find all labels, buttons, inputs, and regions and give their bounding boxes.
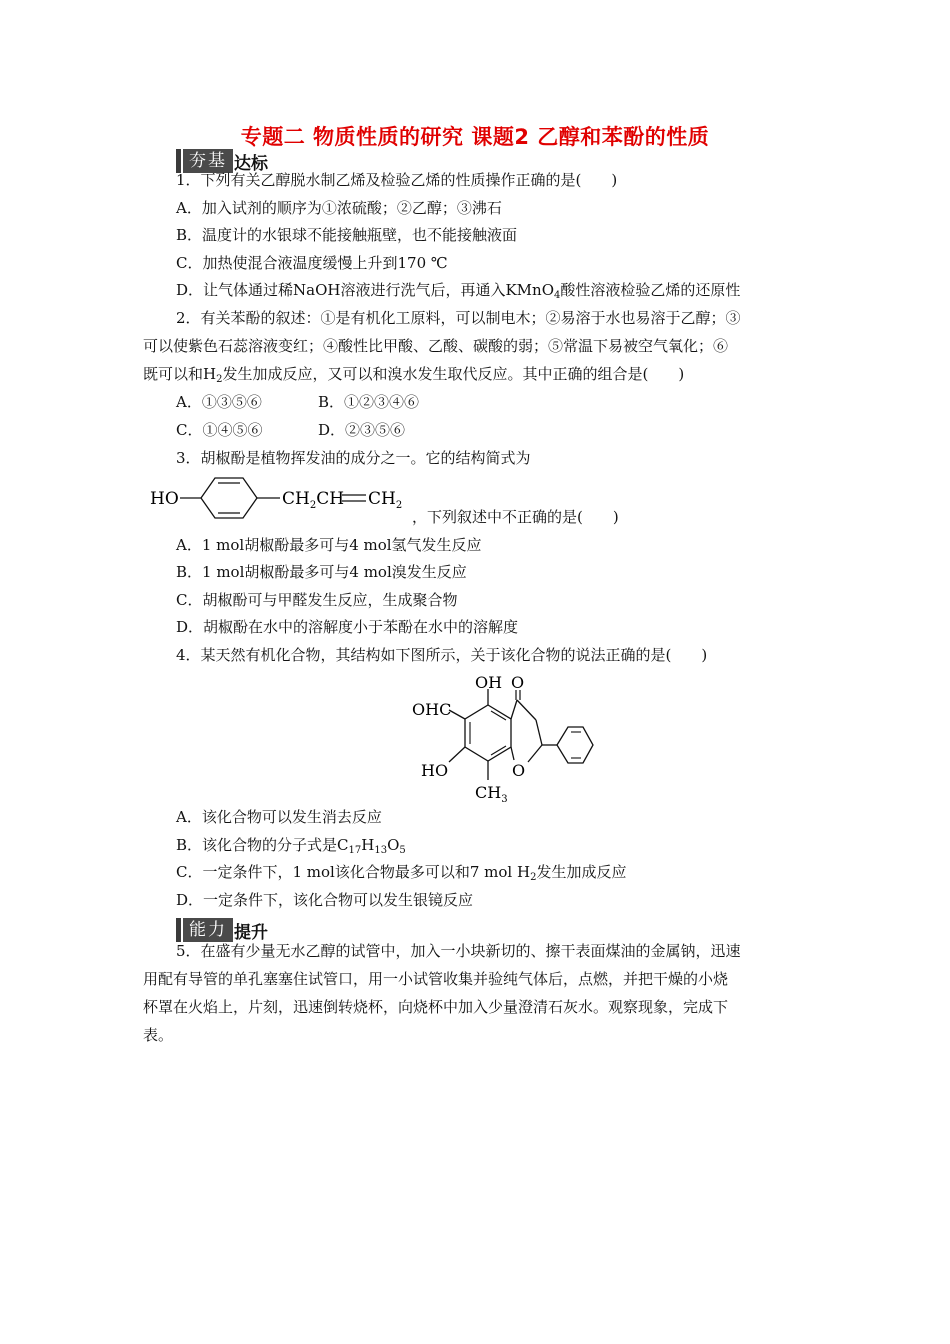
formula-ho: HO bbox=[150, 489, 179, 509]
svg-text:CH3: $CH_3$ bbox=[475, 783, 508, 805]
question-2-line-1: 2．有关苯酚的叙述：①是有机化工原料，可以制电木；②易溶于水也易溶于乙醇；③ bbox=[176, 309, 741, 327]
question-5-line-4: 表。 bbox=[143, 1026, 174, 1044]
svg-text:O: O bbox=[512, 761, 526, 780]
page-title: 专题二 物质性质的研究 课题2 乙醇和苯酚的性质 bbox=[240, 125, 710, 149]
question-3-option-b: B．1 mol胡椒酚最多可与4 mol溴发生反应 bbox=[176, 563, 467, 581]
benzene-ring bbox=[201, 478, 257, 518]
question-3-option-c: C．胡椒酚可与甲醛发生反应，生成聚合物 bbox=[176, 591, 458, 609]
svg-text:CH2: $CH_2$ bbox=[368, 489, 403, 511]
question-2-option-d: D．②③⑤⑥ bbox=[318, 421, 406, 439]
question-4-option-d: D．一定条件下，该化合物可以发生银镜反应 bbox=[176, 891, 474, 909]
section-label-rest: 达标 bbox=[234, 153, 268, 174]
question-2-option-c: C．①④⑤⑥ bbox=[176, 421, 263, 439]
question-4-option-b: B．该化合物的分子式是$C_{17}H_{13}O_5$ bbox=[176, 836, 406, 856]
flavanone-structure bbox=[405, 672, 595, 807]
svg-text:CH2CH: $CH_2CH$ bbox=[282, 489, 345, 511]
svg-text:O: O bbox=[511, 673, 525, 692]
question-3-option-a: A．1 mol胡椒酚最多可与4 mol氢气发生反应 bbox=[176, 536, 482, 554]
section-label-box: 夯基 bbox=[183, 149, 233, 173]
svg-text:HO: HO bbox=[421, 761, 449, 780]
question-5-line-2: 用配有导管的单孔塞塞住试管口，用一小试管收集并验纯气体后，点燃，并把干燥的小烧 bbox=[143, 970, 729, 988]
question-3-stem: 3．胡椒酚是植物挥发油的成分之一。它的结构简式为 bbox=[176, 449, 531, 467]
question-2-option-a: A．①③⑤⑥ bbox=[176, 393, 262, 411]
section-bar bbox=[176, 918, 181, 942]
question-1-option-b: B．温度计的水银球不能接触瓶壁，也不能接触液面 bbox=[176, 226, 518, 244]
question-1-option-d: D．让气体通过稀NaOH溶液进行洗气后，再通入KMnO$_4$酸性溶液检验乙烯的还原性 bbox=[176, 281, 741, 301]
question-2-option-b: B．①②③④⑥ bbox=[318, 393, 420, 411]
chavicol-structure bbox=[146, 472, 416, 522]
question-1-option-c: C．加热使混合液温度缓慢上升到170 ℃ bbox=[176, 254, 448, 272]
section-label-rest: 提升 bbox=[234, 922, 268, 943]
section-header-advanced bbox=[176, 917, 268, 943]
section-label-box: 能力 bbox=[183, 918, 233, 942]
question-2-line-3: 既可以和$H_2$发生加成反应，又可以和溴水发生取代反应。其中正确的组合是( ) bbox=[143, 365, 685, 385]
question-1-stem: 1．下列有关乙醇脱水制乙烯及检验乙烯的性质操作正确的是( ) bbox=[176, 171, 618, 189]
question-5-line-3: 杯罩在火焰上，片刻，迅速倒转烧杯，向烧杯中加入少量澄清石灰水。观察现象，完成下 bbox=[143, 998, 729, 1016]
question-4-option-a: A．该化合物可以发生消去反应 bbox=[176, 808, 382, 826]
question-4-option-c: C．一定条件下，1 mol该化合物最多可以和7 mol $H_2$发生加成反应 bbox=[176, 863, 627, 883]
question-4-stem: 4．某天然有机化合物，其结构如下图所示，关于该化合物的说法正确的是( ) bbox=[176, 646, 708, 664]
question-3-option-d: D．胡椒酚在水中的溶解度小于苯酚在水中的溶解度 bbox=[176, 618, 519, 636]
question-3-stem-continued: ，下列叙述中不正确的是( ) bbox=[412, 508, 619, 526]
svg-text:OH: OH bbox=[475, 673, 503, 692]
question-5-line-1: 5．在盛有少量无水乙醇的试管中，加入一小块新切的、擦干表面煤油的金属钠，迅速 bbox=[176, 942, 741, 960]
question-1-option-a: A．加入试剂的顺序为①浓硫酸；②乙醇；③沸石 bbox=[176, 199, 502, 217]
svg-text:OHC: OHC bbox=[412, 700, 452, 719]
question-2-line-2: 可以使紫色石蕊溶液变红；④酸性比甲酸、乙酸、碳酸的弱；⑤常温下易被空气氧化；⑥ bbox=[143, 337, 729, 355]
